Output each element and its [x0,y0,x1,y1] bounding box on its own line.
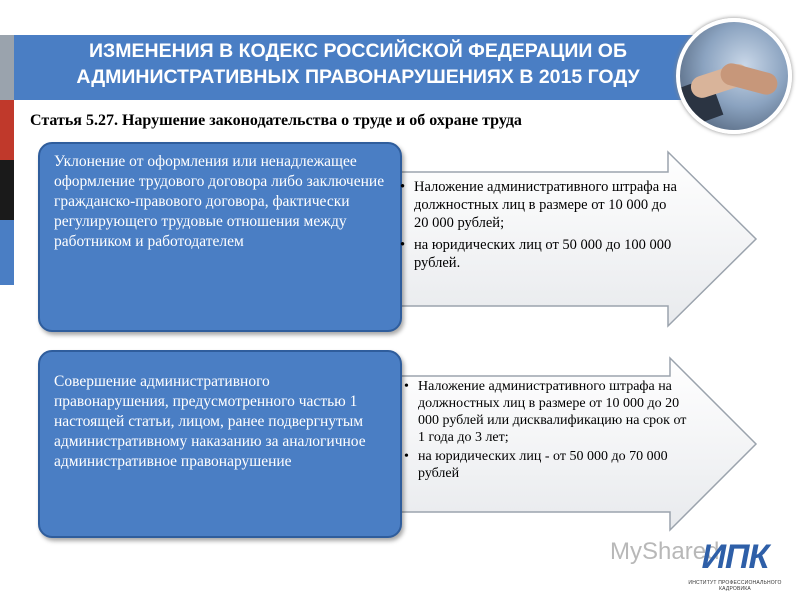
company-logo [688,538,782,590]
edge-strip-red [0,100,14,160]
penalty-list-1 [400,178,680,272]
violation-box-1 [38,142,402,332]
penalty-item: • на юридических лиц - от 50 000 до 70 000 рублей [404,448,694,482]
penalty-list-2 [404,378,694,482]
violation-box-2 [38,350,402,538]
watermark: MyShared [610,538,720,565]
violation-text-2: Совершение административного правонарушения, предусмотренного частью 1 настоящей статьи, лицом, ранее подвергнутым административному наказанию за аналогичное административное правонарушение [54,373,366,470]
handshake-photo-icon [676,18,792,134]
penalty-item: • на юридических лиц от 50 000 до 100 000 рублей. [400,236,680,272]
edge-strip-gray [0,35,14,100]
page-title: ИЗМЕНЕНИЯ В КОДЕКС РОССИЙСКОЙ ФЕДЕРАЦИИ ОБ АДМИНИСТРАТИВНЫХ ПРАВОНАРУШЕНИЯХ В 2015 ГОДУ [76,40,640,88]
article-subtitle: Статья 5.27. Нарушение законодательства о труде и об охране труда [30,112,522,129]
logo-text: ИПК [701,538,769,576]
edge-strip-black [0,160,14,220]
violation-text-1: Уклонение от оформления или ненадлежащее оформление трудового договора либо заключение гражданско-правового договора, фактически регулирующего трудовые отношения между работником и работодателем [54,153,385,250]
edge-strip-blue [0,220,14,285]
penalty-item: • Наложение административного штрафа на должностных лиц в размере от 10 000 до 20 000 рублей; [400,178,680,232]
hand-right-shape [718,61,780,97]
penalty-item: • Наложение административного штрафа на должностных лиц в размере от 10 000 до 20 000 рублей или дисквалификацию на срок от 1 года до 3 лет; [404,378,694,446]
logo-caption: ИНСТИТУТ ПРОФЕССИОНАЛЬНОГО КАДРОВИКА [688,580,782,592]
